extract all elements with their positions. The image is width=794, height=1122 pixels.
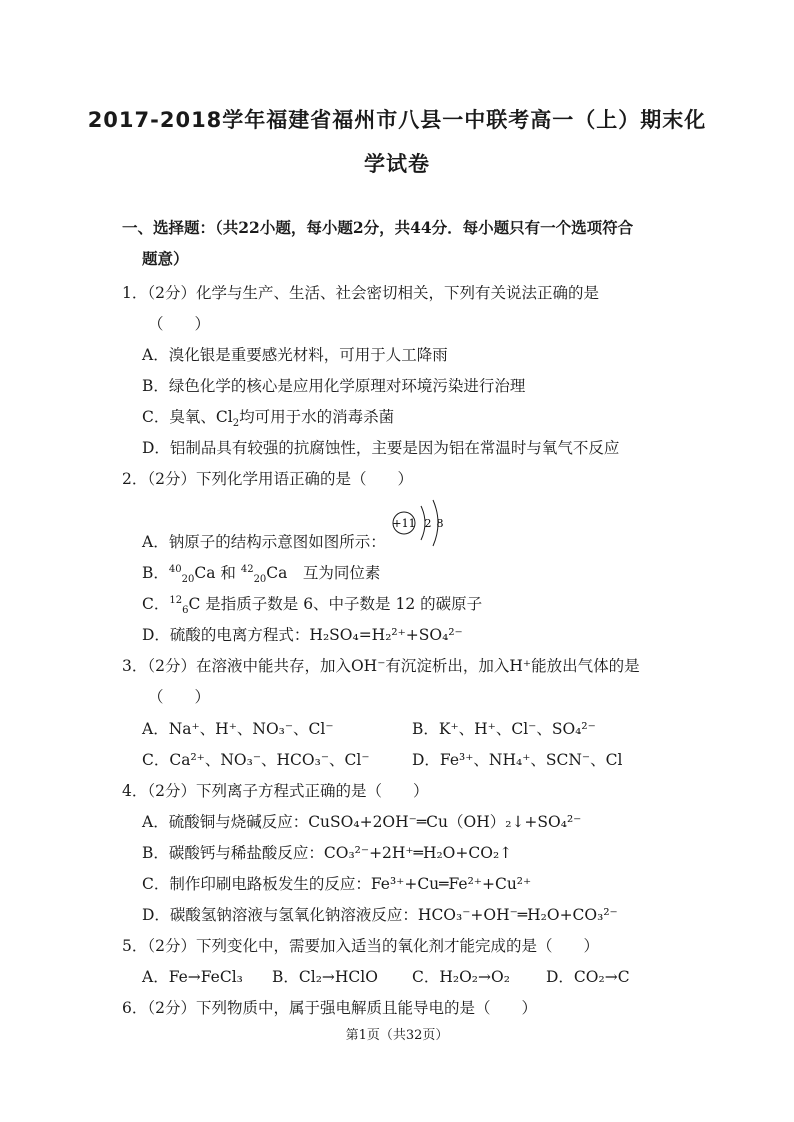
question-1-answer-paren: （ ） bbox=[148, 315, 211, 333]
question-6-stem: 6．（2分）下列物质中，属于强电解质且能导电的是（ ） bbox=[122, 999, 537, 1017]
question-4-option-b: B．碳酸钙与稀盐酸反应：CO₃²⁻+2H⁺═H₂O+CO₂↑ bbox=[142, 844, 513, 862]
section-heading-line1: 一、选择题：（共22小题，每小题2分，共44分．每小题只有一个选项符合 bbox=[122, 218, 634, 237]
question-1-option-a: A．溴化银是重要感光材料，可用于人工降雨 bbox=[142, 346, 448, 364]
question-3-answer-paren: （ ） bbox=[148, 688, 211, 706]
question-4-option-d: D．碳酸氢钠溶液与氢氧化钠溶液反应：HCO₃⁻+OH⁻═H₂O+CO₃²⁻ bbox=[142, 906, 618, 924]
page-footer: 第1页（共32页） bbox=[345, 1028, 449, 1043]
atom-nucleus-label: +11 bbox=[392, 517, 416, 530]
question-2-option-a: A．钠原子的结构示意图如图所示： bbox=[142, 533, 386, 551]
section-heading-line2: 题意） bbox=[142, 249, 189, 268]
question-2-option-d: D．硫酸的电离方程式：H₂SO₄=H₂²⁺+SO₄²⁻ bbox=[142, 626, 463, 644]
question-1-stem: 1．（2分）化学与生产、生活、社会密切相关，下列有关说法正确的是 bbox=[122, 284, 599, 302]
question-2-stem: 2．（2分）下列化学用语正确的是（ ） bbox=[122, 470, 413, 488]
question-3-option-c: C．Ca²⁺、NO₃⁻、HCO₃⁻、Cl⁻ bbox=[142, 751, 370, 769]
atom-shell-2-count: 8 bbox=[436, 517, 444, 530]
question-4-option-c: C．制作印刷电路板发生的反应：Fe³⁺+Cu═Fe²⁺+Cu²⁺ bbox=[142, 875, 532, 893]
sodium-atom-structure-diagram bbox=[391, 496, 453, 550]
question-1-option-d: D．铝制品具有较强的抗腐蚀性，主要是因为铝在常温时与氧气不反应 bbox=[142, 439, 620, 457]
exam-title-line1: 2017-2018学年福建省福州市八县一中联考高一（上）期末化 bbox=[87, 108, 707, 132]
question-2-option-b: B．$^{40}_{20}$Ca 和 $^{42}_{20}$Ca 互为同位素 bbox=[142, 563, 381, 586]
question-5-option-a: A．Fe→FeCl₃ bbox=[142, 968, 243, 986]
question-3-option-b: B．K⁺、H⁺、Cl⁻、SO₄²⁻ bbox=[412, 720, 596, 738]
question-3-stem: 3．（2分）在溶液中能共存，加入OH⁻有沉淀析出，加入H⁺能放出气体的是 bbox=[122, 657, 640, 675]
atom-shell-1-count: 2 bbox=[424, 517, 432, 530]
question-4-stem: 4．（2分）下列离子方程式正确的是（ ） bbox=[122, 782, 429, 800]
question-5-option-c: C．H₂O₂→O₂ bbox=[412, 968, 510, 986]
question-3-option-a: A．Na⁺、H⁺、NO₃⁻、Cl⁻ bbox=[142, 720, 334, 738]
question-1-option-c: C．臭氧、$Cl_2$均可用于水的消毒杀菌 bbox=[142, 408, 395, 430]
question-1-option-b: B．绿色化学的核心是应用化学原理对环境污染进行治理 bbox=[142, 377, 526, 395]
question-3-option-d: D．Fe³⁺、NH₄⁺、SCN⁻、Cl bbox=[412, 751, 623, 769]
question-4-option-a: A．硫酸铜与烧碱反应：CuSO₄+2OH⁻═Cu（OH）₂↓+SO₄²⁻ bbox=[142, 813, 582, 831]
question-5-option-d: D．CO₂→C bbox=[546, 968, 630, 986]
question-5-option-b: B．Cl₂→HClO bbox=[272, 968, 378, 986]
question-5-stem: 5．（2分）下列变化中，需要加入适当的氧化剂才能完成的是（ ） bbox=[122, 937, 599, 955]
question-2-option-c: C．$^{12}_6$C 是指质子数是 6、中子数是 12 的碳原子 bbox=[142, 594, 483, 617]
exam-title-line2: 学试卷 bbox=[364, 152, 430, 176]
